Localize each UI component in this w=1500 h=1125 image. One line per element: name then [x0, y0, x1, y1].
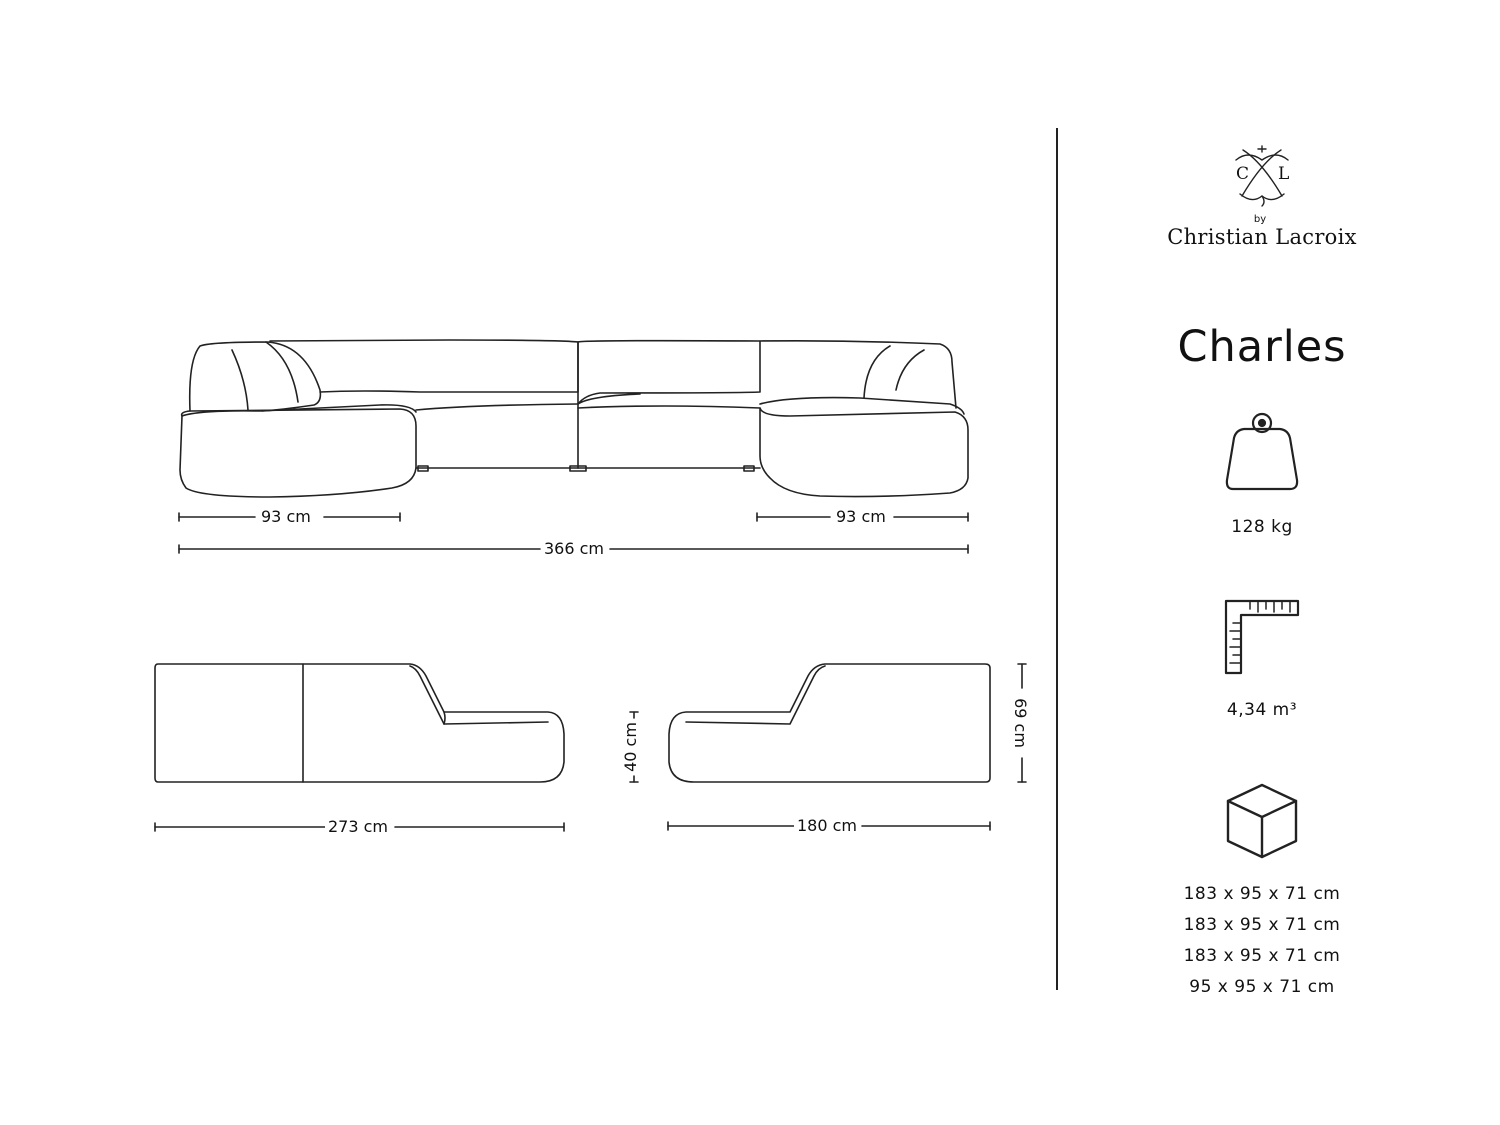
- panel-divider: [1056, 128, 1058, 990]
- middle-module-1-back: [270, 340, 578, 392]
- package-dimensions-list: [1130, 879, 1394, 1003]
- dim-top-total-width: 366 cm: [541, 539, 607, 559]
- logo-letter-c: C: [1236, 164, 1250, 184]
- sofa-front-view: [180, 340, 968, 497]
- middle-module-2-body: [578, 341, 760, 404]
- brand-name: Christian Lacroix: [1167, 225, 1357, 249]
- sofa-side-view-right: [669, 664, 990, 782]
- right-chaise-seat: [760, 398, 964, 414]
- dim-side-right-length: 180 cm: [794, 816, 860, 836]
- dim-top-right-width: 93 cm: [833, 507, 889, 527]
- middle-module-1-seat: [416, 404, 578, 410]
- side-right-inner-line: [686, 666, 825, 724]
- logo-letter-l: L: [1278, 164, 1290, 184]
- left-chaise-backrest: [190, 342, 321, 411]
- side-left-inner-line: [410, 666, 548, 724]
- package-dimension: 183 x 95 x 71 cm: [1183, 915, 1341, 935]
- height-dimensions: [630, 664, 1026, 782]
- box-icon: [1228, 785, 1296, 857]
- package-dimension: 95 x 95 x 71 cm: [1189, 977, 1335, 997]
- right-backrest-inner: [896, 350, 924, 390]
- volume-value: 4,34 m³: [1226, 700, 1298, 720]
- right-chaise-base: [760, 408, 968, 497]
- package-dimension: 183 x 95 x 71 cm: [1183, 884, 1341, 904]
- weight-icon: [1227, 414, 1297, 489]
- left-backrest-inner: [232, 350, 248, 410]
- side-left-seat-top: [444, 712, 445, 724]
- dim-side-left-length: 273 cm: [325, 817, 391, 837]
- middle-module-2-seat: [578, 406, 760, 408]
- package-dimension: 183 x 95 x 71 cm: [1183, 946, 1341, 966]
- dim-total-height: 69 cm: [1010, 695, 1030, 751]
- right-backrest-curve: [864, 346, 890, 398]
- volume-ruler-icon: [1226, 601, 1298, 673]
- dim-top-left-width: 93 cm: [258, 507, 314, 527]
- sofa-side-view-left: [155, 664, 564, 782]
- weight-value: 128 kg: [1231, 517, 1293, 537]
- dim-seat-height: 40 cm: [621, 719, 641, 775]
- left-chaise-base: [180, 409, 416, 497]
- product-name: Charles: [1177, 322, 1347, 372]
- brand-by: by: [1253, 214, 1267, 225]
